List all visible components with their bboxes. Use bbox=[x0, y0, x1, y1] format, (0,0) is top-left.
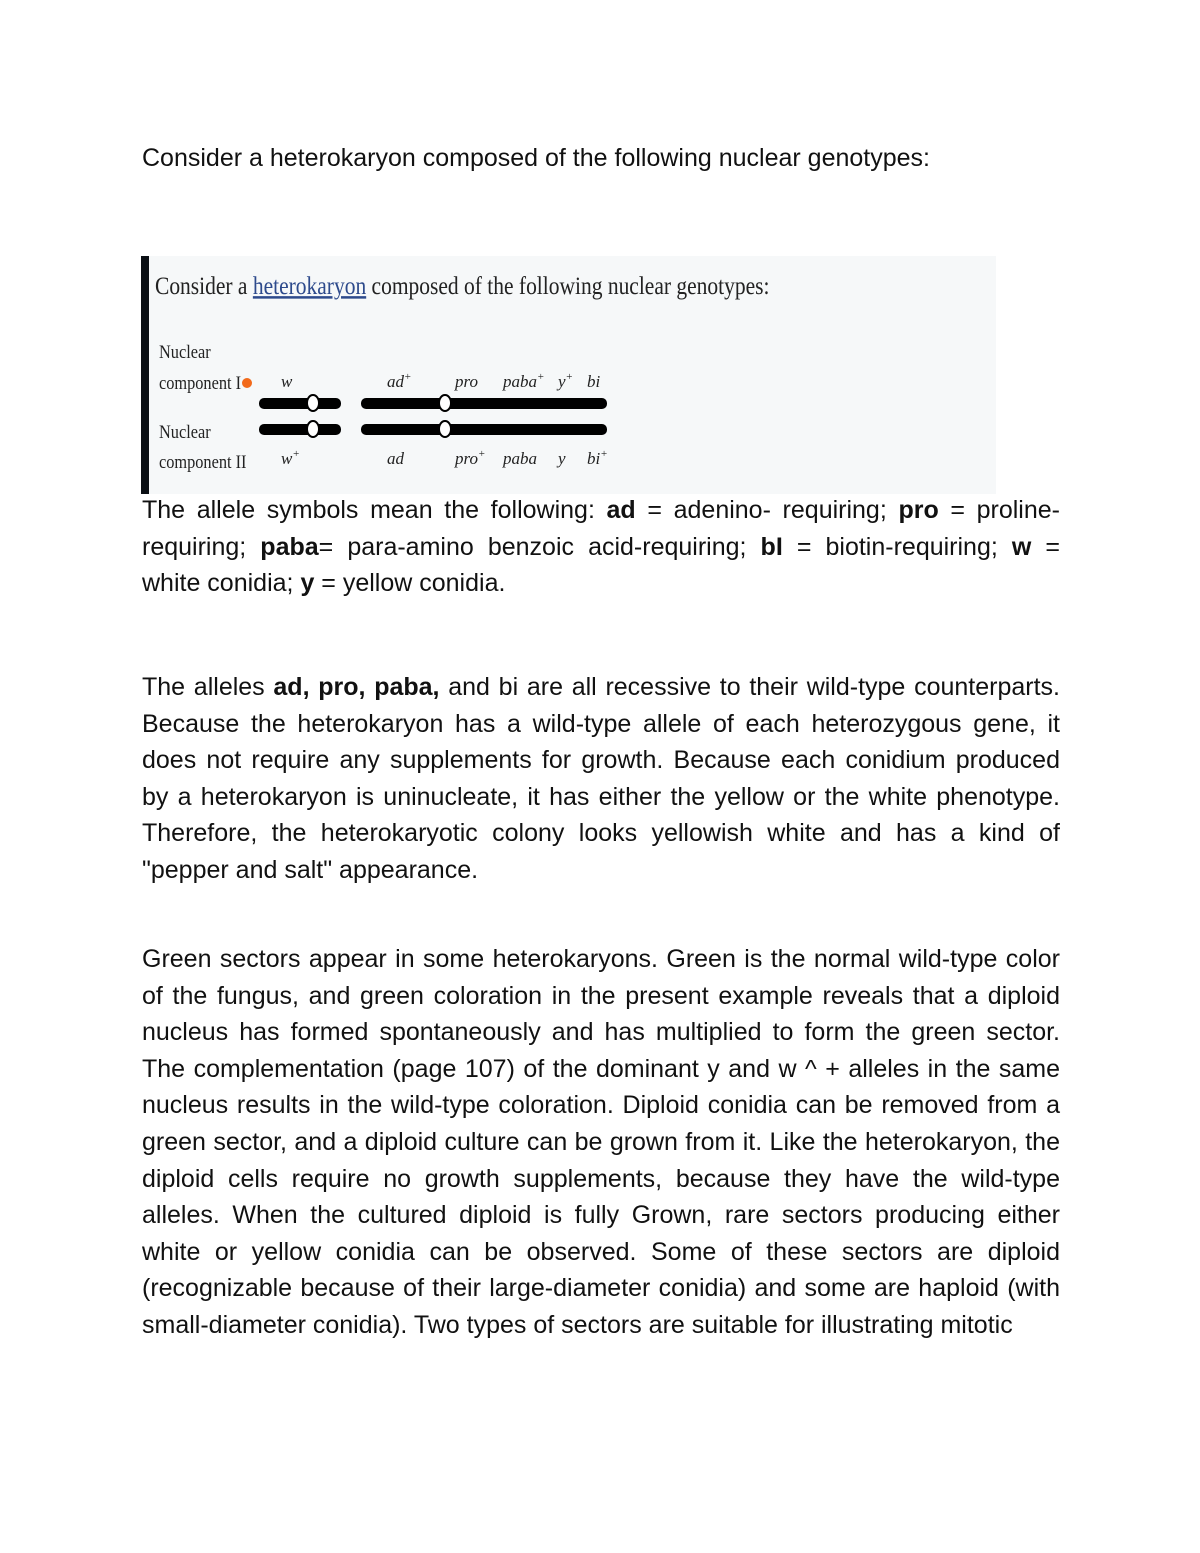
svg-text:w bbox=[281, 372, 293, 391]
p1-text-6: = white conidia; bbox=[142, 532, 1060, 598]
component1-label-line2: component I bbox=[159, 371, 242, 394]
gene-label-c2-y: y bbox=[558, 449, 566, 468]
component1-gene-labels bbox=[281, 371, 601, 391]
svg-text:paba bbox=[502, 449, 537, 468]
selected-component-marker bbox=[242, 378, 252, 388]
figure-left-border bbox=[141, 256, 149, 494]
gene-sup-c2-pro: + bbox=[478, 448, 486, 460]
p1-text-2: = adenino- requiring; bbox=[635, 496, 899, 524]
svg-text:bi+ bbox=[587, 448, 608, 468]
p2-text-2: and bi are all recessive to their wild-type counterparts. Because the heterokaryon has a wild-type allele of each heterozygous gene, it does not require any supplements for growth. Because each conidium produced by a heterokaryon is uninucleate, it has either the yellow or the white phenotype. Therefore, the heterokaryotic colony looks yellowish white and has a kind of "pepper and salt" appearance. bbox=[142, 673, 1060, 884]
gene-label-c1-pro: pro bbox=[455, 372, 478, 391]
figure-title-suffix: composed of the following nuclear genotypes: bbox=[366, 272, 770, 301]
p1-bold-paba: paba bbox=[260, 532, 319, 561]
p1-bold-bi: bI bbox=[760, 532, 783, 561]
svg-text:ad+ bbox=[387, 371, 411, 391]
gene-sup-c1-ad: + bbox=[404, 371, 412, 383]
centromere-a1 bbox=[307, 395, 319, 411]
p1-bold-pro: pro bbox=[898, 496, 939, 524]
chromosome-b-component1 bbox=[361, 398, 607, 409]
gene-label-c1-bi: bi bbox=[587, 372, 601, 391]
p1-text-1: The allele symbols mean the following: bbox=[142, 496, 607, 524]
centromere-b2 bbox=[439, 421, 451, 437]
svg-text:bi bbox=[587, 372, 601, 391]
p1-text-3: = proline-requiring; bbox=[142, 496, 1060, 561]
centromere-b1 bbox=[439, 395, 451, 411]
gene-label-c2-pro: pro bbox=[455, 449, 478, 468]
gene-sup-c2-bi: + bbox=[600, 448, 608, 460]
allele-definitions-paragraph bbox=[142, 492, 1060, 602]
chromosome-b-component2 bbox=[361, 424, 607, 435]
gene-sup-c1-y: + bbox=[565, 371, 573, 383]
p2-text-1: The alleles bbox=[142, 673, 274, 701]
p1-text-4: = para-amino benzoic acid-requiring; bbox=[318, 532, 761, 561]
gene-label-c2-paba: paba bbox=[503, 449, 537, 468]
green-sectors-paragraph: Green sectors appear in some heterokaryons. Green is the normal wild-type color of the fungus, and green coloration in the present example reveals that a diploid nucleus has formed spontaneously and has multiplied to form the green sector. The complementation (page 107) of the dominant y and w ^ + alleles in the same nucleus results in the wild-type coloration. Diploid conidia can be removed from a green sector, and a diploid culture can be grown from it. Like the heterokaryon, the diploid cells require no growth supplements, because they have the wild-type alleles. When the cultured diploid is fully Grown, rare sectors producing either white or yellow conidia can be observed. Some of these sectors are diploid (recognizable because of their large-diameter conidia) and some are haploid (with small-diameter conidia). Two types of sectors are suitable for illustrating mitotic bbox=[142, 945, 1060, 1339]
genotype-figure bbox=[141, 256, 996, 494]
p1-bold-w: w bbox=[1011, 532, 1032, 561]
gene-label-c1-y: y bbox=[558, 372, 566, 391]
gene-label-c2-ad: ad bbox=[387, 449, 404, 468]
page-heading: Consider a heterokaryon composed of the following nuclear genotypes: bbox=[142, 144, 930, 172]
p1-text-7: = yellow conidia. bbox=[314, 569, 506, 598]
svg-text:paba+ bbox=[502, 371, 544, 391]
gene-sup-c2-w: + bbox=[292, 448, 300, 460]
svg-text:y bbox=[556, 449, 566, 468]
recessive-alleles-paragraph bbox=[142, 669, 1060, 889]
svg-text:pro bbox=[454, 372, 478, 391]
figure-title bbox=[155, 273, 769, 301]
heterokaryon-link[interactable]: heterokaryon bbox=[252, 272, 367, 301]
gene-label-c2-w: w bbox=[281, 449, 293, 468]
p1-bold-ad: ad bbox=[606, 496, 636, 524]
svg-text:y+ bbox=[556, 371, 573, 391]
p2-bold-alleles: ad, pro, paba, bbox=[273, 673, 440, 701]
chromosome-diagram bbox=[141, 256, 996, 494]
gene-label-c1-w: w bbox=[281, 372, 293, 391]
svg-text:ad bbox=[387, 449, 405, 468]
figure-title-prefix: Consider a bbox=[155, 272, 253, 301]
component2-label-line1: Nuclear bbox=[159, 420, 211, 443]
component2-gene-labels bbox=[281, 448, 608, 468]
chromosome-a-component2 bbox=[259, 424, 341, 435]
p1-text-5: = biotin-requiring; bbox=[782, 532, 1012, 561]
gene-label-c1-paba: paba bbox=[503, 372, 537, 391]
svg-text:w+ bbox=[281, 448, 300, 468]
centromere-a2 bbox=[307, 421, 319, 437]
chromosome-a-component1 bbox=[259, 398, 341, 409]
p1-bold-y: y bbox=[300, 569, 315, 598]
component1-label-line1: Nuclear bbox=[159, 340, 211, 363]
component2-label-line2: component II bbox=[159, 450, 247, 473]
svg-text:pro+ bbox=[454, 448, 485, 468]
gene-label-c1-ad: ad bbox=[387, 372, 404, 391]
gene-label-c2-bi: bi bbox=[587, 449, 601, 468]
gene-sup-c1-paba: + bbox=[537, 371, 545, 383]
